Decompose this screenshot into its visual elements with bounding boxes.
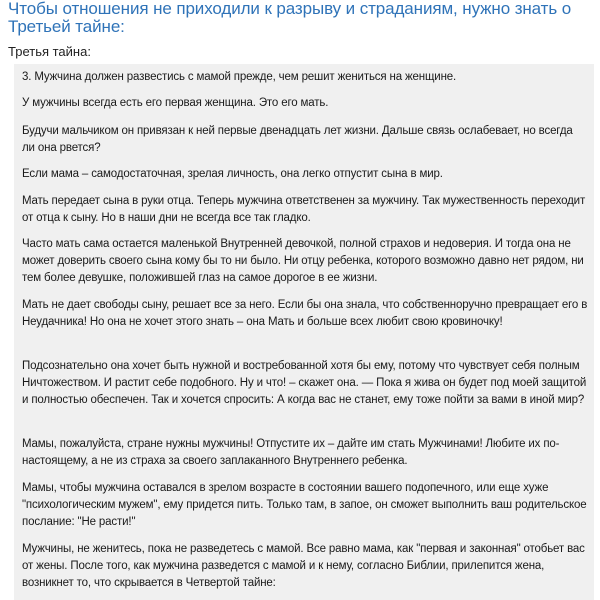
paragraph-3: Будучи мальчиком он привязан к ней первые двенадцать лет жизни. Дальше связь ослабевает, но всегда ли она рвется? (22, 125, 573, 154)
paragraph-6: Часто мать сама остается маленькой Внутренней девочкой, полной страхов и недоверия. И тогда она не может доверить своего сына кому бы то ни было. Ни отцу ребенка, которого возможно давно нет рядом, ни тем более девушке, положившей глаз на самое дорогое в ее жизни. (22, 238, 584, 284)
paragraph-4: Если мама – самодостаточная, зрелая личность, она легко отпустит сына в мир. (22, 168, 443, 180)
article-content-box (14, 64, 594, 600)
paragraph-2: У мужчины всегда есть его первая женщина. Это его мать. (22, 97, 329, 109)
article-subtitle: Третья тайна: (8, 44, 91, 59)
paragraph-8: Подсознательно она хочет быть нужной и востребованной хотя бы ему, потому что чувствует себя полным Ничтожеством. И растит себе подобного. Ну и что! – скажет она. — Пока я жива он будет под моей защитой и полностью обеспечен. Так и хочется спросить: А когда вас не станет, ему тоже пойти за вами в иной мир? (22, 360, 587, 406)
paragraph-9: Мамы, пожалуйста, стране нужны мужчины! Отпустите их – дайте им стать Мужчинами! Любите их по-настоящему, а не из страха за своего заплаканного Внутреннего ребенка. (22, 438, 560, 467)
paragraph-10: Мамы, чтобы мужчина оставался в зрелом возрасте в состоянии вашего подопечного, или еще хуже "психологическим мужем", ему придется пить. Только там, в запое, он сможет выполнить ваш родительское послание: "Не расти!" (22, 482, 587, 528)
article-title: Чтобы отношения не приходили к разрыву и страданиям, нужно знать о Третьей тайне: (8, 0, 572, 36)
paragraph-7: Мать не дает свободы сыну, решает все за него. Если бы она знала, что собственноручно превращает его в Неудачника! Но она не хочет этого знать – она Мать и больше всех любит свою кровиночку! (22, 299, 588, 328)
paragraph-1: 3. Мужчина должен развестись с мамой прежде, чем решит жениться на женщине. (22, 71, 457, 83)
paragraph-11: Мужчины, не женитесь, пока не разведетесь с мамой. Все равно мама, как "первая и законная" отобьет вас от жены. После того, как мужчина разведется с мамой и к нему, согласно Библии, прилепится жена, возникнет то, что скрывается в Четвертой тайне: (22, 543, 585, 589)
paragraph-5: Мать передает сына в руки отца. Теперь мужчина ответственен за мужчину. Так мужественность переходит от отца к сыну. Но в наши дни не всегда все так гладко. (22, 195, 586, 224)
